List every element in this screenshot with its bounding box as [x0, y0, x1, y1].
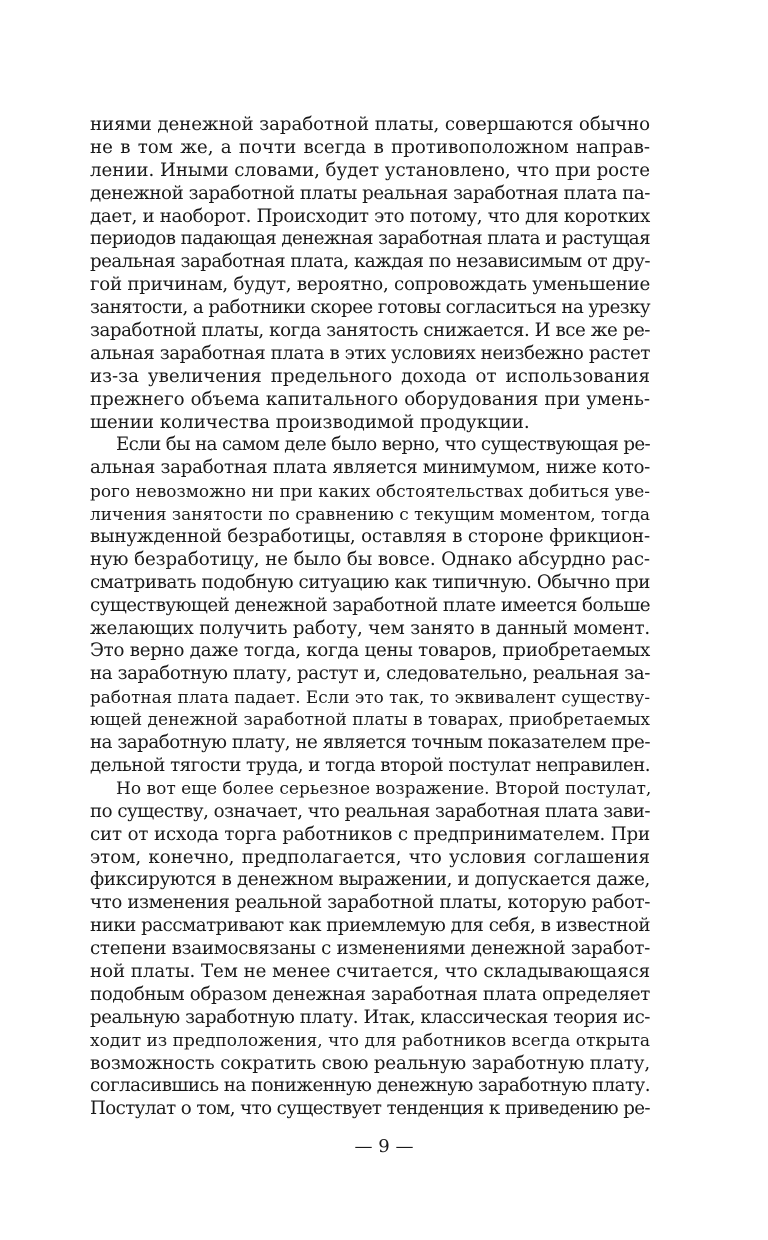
- text-line: личения занятости по сравнению с текущим моментом, тогда: [90, 504, 650, 525]
- text-line: Если бы на самом деле было верно, что существующая ре-: [116, 434, 650, 456]
- text-line: реальную заработную плату. Итак, классическая теория ис-: [90, 1006, 650, 1028]
- text-line: сматривать подобную ситуацию как типичную. Обычно при: [90, 571, 650, 593]
- text-line: реальная заработная плата, каждая по независимым от дру-: [90, 251, 650, 273]
- text-line: работная плата падает. Если это так, то эквивалент существу-: [90, 687, 650, 708]
- text-line: на заработную плату, растут и, следовательно, реальная за-: [90, 663, 650, 685]
- text-line: периодов падающая денежная заработная плата и растущая: [90, 228, 650, 250]
- text-line: возможность сократить свою реальную заработную плату,: [90, 1052, 650, 1074]
- paragraph-3: [90, 778, 650, 1121]
- text-line: шении количества производимой продукции.: [90, 411, 530, 433]
- text-line: что изменения реальной заработной платы, которую работ-: [90, 892, 650, 914]
- text-line: желающих получить работу, чем занято в данный момент.: [90, 617, 650, 639]
- text-line: по существу, означает, что реальная заработная плата зави-: [90, 800, 650, 822]
- page-number: — 9 —: [354, 1136, 414, 1157]
- text-line: занятости, а работники скорее готовы согласиться на урезку: [90, 297, 650, 319]
- paragraph-1: [90, 114, 650, 434]
- text-line: Но вот еще более серьезное возражение. Второй постулат,: [116, 778, 652, 799]
- paragraph-2: [90, 434, 650, 777]
- text-line: ющей денежной заработной платы в товарах, приобретаемых: [90, 710, 650, 731]
- text-line: дельной тягости труда, и тогда второй постулат неправилен.: [90, 754, 650, 776]
- text-line: существующей денежной заработной плате имеется больше: [90, 594, 650, 616]
- text-line: подобным образом денежная заработная плата определяет: [90, 983, 650, 1005]
- text-line: Постулат о том, что существует тенденция к приведению ре-: [90, 1098, 650, 1120]
- text-line: этом, конечно, предполагается, что условия соглашения: [90, 846, 650, 868]
- text-line: на заработную плату, не является точным показателем пре-: [90, 732, 650, 754]
- text-line: прежнего объема капитального оборудования при умень-: [90, 388, 650, 410]
- text-line: из-за увеличения предельного дохода от использования: [90, 365, 650, 387]
- text-line: ники рассматривают как приемлемую для себя, в известной: [90, 915, 650, 937]
- text-line: Это верно даже тогда, когда цены товаров, приобретаемых: [90, 640, 650, 662]
- text-line: ниями денежной заработной платы, совершаются обычно: [90, 114, 650, 135]
- text-line: ной платы. Тем не менее считается, что складывающаяся: [90, 960, 650, 982]
- text-line: ную безработицу, не было бы вовсе. Однако абсурдно рас-: [90, 548, 650, 570]
- text-line: денежной заработной платы реальная заработная плата па-: [90, 182, 650, 204]
- text-line: альная заработная плата в этих условиях неизбежно растет: [90, 342, 650, 364]
- text-line: альная заработная плата является минимумом, ниже кото-: [90, 457, 650, 479]
- text-line: лении. Иными словами, будет установлено, что при росте: [90, 159, 650, 181]
- text-line: фиксируются в денежном выражении, и допускается даже,: [90, 869, 650, 891]
- text-line: дает, и наоборот. Происходит это потому, что для коротких: [90, 205, 650, 227]
- text-line: сит от исхода торга работников с предпринимателем. При: [90, 823, 650, 845]
- text-line: согласившись на пониженную денежную заработную плату.: [90, 1075, 650, 1097]
- text-line: ходит из предположения, что для работников всегда открыта: [90, 1030, 651, 1051]
- text-line: не в том же, а почти всегда в противоположном направ-: [90, 136, 650, 158]
- text-line: вынужденной безработицы, оставляя в стороне фрикцион-: [90, 526, 650, 548]
- text-line: рого невозможно ни при каких обстоятельствах добиться уве-: [90, 481, 650, 502]
- text-line: гой причинам, будут, вероятно, сопровождать уменьшение: [90, 274, 650, 296]
- text-line: степени взаимосвязаны с изменениями денежной заработ-: [90, 938, 650, 960]
- text-line: заработной платы, когда занятость снижается. И все же ре-: [90, 320, 650, 342]
- page-body: [90, 114, 650, 1121]
